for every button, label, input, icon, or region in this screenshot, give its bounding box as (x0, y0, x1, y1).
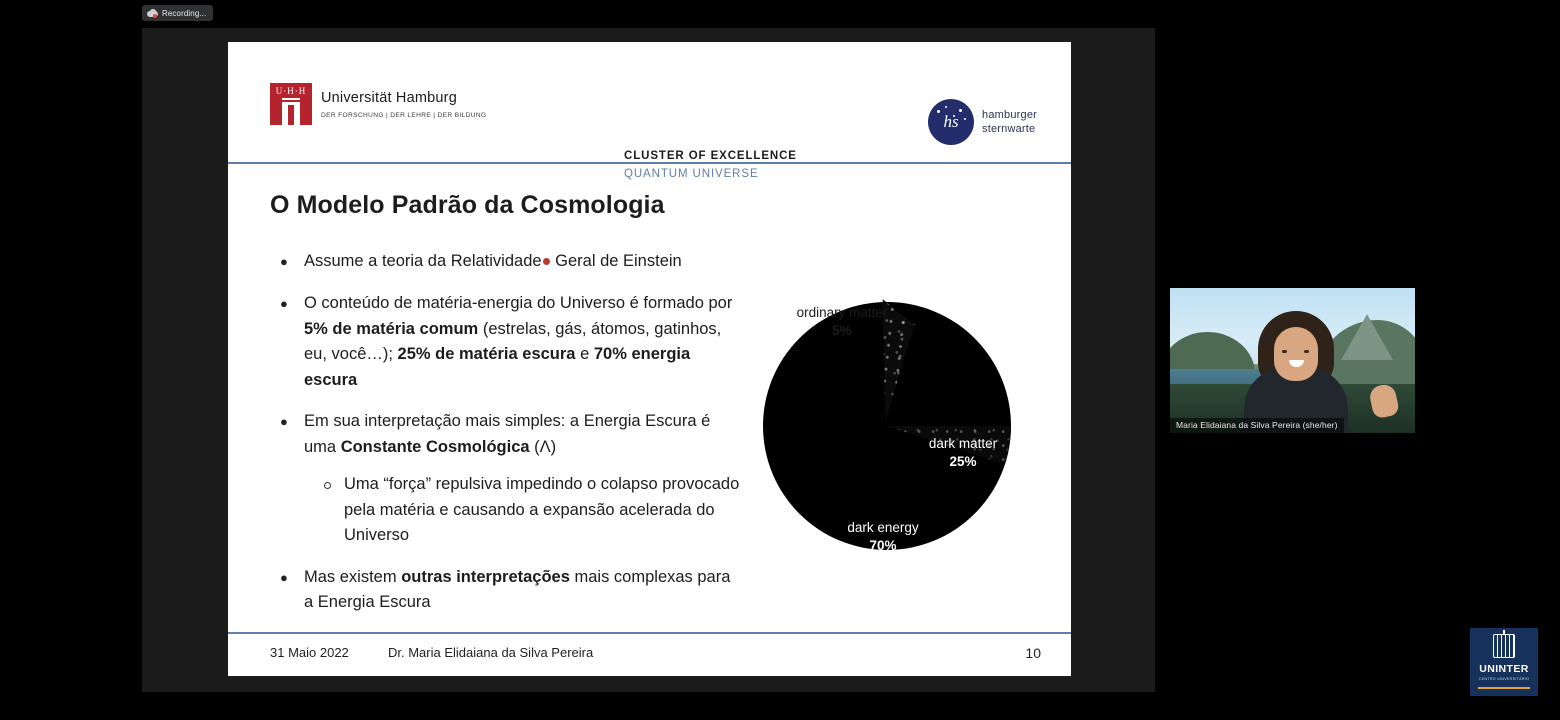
pie-label-text: dark matter (928, 436, 998, 451)
star-icon (945, 106, 947, 108)
cluster-line-2: QUANTUM UNIVERSE (624, 167, 759, 180)
pie-label-text: dark energy (847, 520, 919, 535)
recording-label: Recording... (162, 8, 207, 18)
slide-title: O Modelo Padrão da Cosmologia (270, 191, 665, 219)
pie-label-dark-energy (813, 519, 953, 555)
uninter-logo (1470, 628, 1538, 696)
bullet-marker-icon: ● (280, 296, 288, 311)
record-dot-icon (153, 14, 157, 18)
uhh-seal-icon (270, 83, 312, 125)
bullet-text: Em sua interpretação mais simples: a Energia Escura é uma Constante Cosmológica (Λ) (304, 412, 711, 456)
participant-video-tile[interactable] (1170, 288, 1415, 433)
list-item (272, 291, 742, 393)
bullet-marker-hollow-icon (316, 472, 344, 549)
uhh-seal-letters: U·H·H (275, 86, 307, 96)
slide-date: 31 Maio 2022 (270, 645, 349, 660)
uninter-accent-bar (1478, 687, 1530, 689)
participant-eye-left (1282, 350, 1287, 353)
list-item-sub (316, 472, 742, 549)
participant-eye-right (1304, 350, 1309, 353)
participant-name-label: Maria Elidaiana da Silva Pereira (she/her) (1170, 418, 1344, 433)
universitat-hamburg-logo (270, 83, 486, 125)
observatory-name-line-1: hamburger (982, 108, 1037, 121)
bullet-text: Assume a teoria da Relatividade Geral de Einstein (304, 252, 682, 270)
participant-face (1274, 327, 1318, 381)
university-subline: DER FORSCHUNG | DER LEHRE | DER BILDUNG (321, 111, 487, 119)
slide-author: Dr. Maria Elidaiana da Silva Pereira (388, 645, 594, 660)
header-divider (228, 162, 1071, 164)
list-item (272, 409, 742, 460)
bullet-text: O conteúdo de matéria-energia do Universo é formado por 5% de matéria comum (estrelas, gás, átomos, gatinhos, eu, você…); 25% de matéria escura e 70% energia escura (304, 294, 733, 389)
recording-indicator[interactable] (142, 5, 213, 21)
slide-page-number: 10 (1025, 645, 1041, 661)
pie-label-value: 5% (832, 323, 852, 339)
cloud-record-icon (147, 9, 158, 17)
footer-divider (228, 632, 1071, 634)
bullet-marker-icon: ● (280, 569, 288, 585)
pie-label-value: 70% (869, 538, 897, 554)
uhh-gate-icon (282, 98, 300, 125)
list-item (272, 565, 742, 616)
slide-header (228, 42, 1071, 180)
bullet-marker-icon: ● (280, 414, 288, 429)
cluster-of-excellence-wordmark (624, 148, 797, 184)
observatory-seal-icon (928, 99, 974, 145)
list-item (272, 249, 742, 275)
uninter-name: UNINTER (1479, 663, 1529, 675)
cluster-line-1: CLUSTER OF EXCELLENCE (624, 150, 797, 162)
university-name: Universität Hamburg (321, 89, 457, 106)
bullet-marker-icon: ● (280, 254, 288, 269)
pie-label-ordinary-matter (767, 304, 917, 340)
presentation-slide (228, 42, 1071, 676)
pie-label-value: 25% (949, 454, 977, 470)
matter-energy-pie-chart (763, 267, 1053, 607)
pie-label-dark-matter (903, 435, 1023, 471)
uninter-building-icon (1493, 634, 1515, 658)
pie-label-text: ordinary matter (796, 305, 888, 320)
bullet-text: Uma “força” repulsiva impedindo o colapso provocado pela matéria e causando a expansão acelerada do Universo (344, 475, 740, 544)
bullet-text: Mas existem outras interpretações mais complexas para a Energia Escura (304, 567, 731, 611)
uninter-subtitle: CENTRO UNIVERSITÁRIO (1478, 677, 1530, 681)
observatory-seal-letters: hs (943, 112, 959, 131)
slide-bullet-list (272, 249, 742, 632)
observatory-name-line-2: sternwarte (982, 123, 1036, 135)
hamburger-sternwarte-logo (928, 99, 1037, 145)
